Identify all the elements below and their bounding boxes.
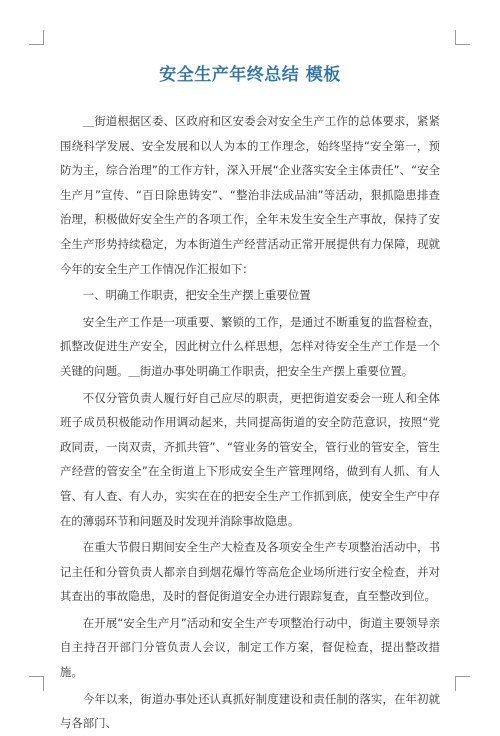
paragraph: 今年以来，街道办事处还认真抓好制度建设和责任制的落实，在年初就与各部门、 [60, 691, 440, 731]
paragraph: 在开展“安全生产月”活动和安全生产专项整治行动中，街道主要领导亲自主持召开部门分管负责人会议，制定工作方案，督促检查，提出整改措施。 [60, 615, 440, 680]
document-page [60, 60, 440, 736]
crop-mark-top-left [29, 30, 44, 45]
paragraph: 不仅分管负责人履行好自己应尽的职责，更把街道安委会一班人和全体班子成员积极能动作用调动起来，共同提高街道的安全防范意识，按照“党政同责，一岗双责，齐抓共管”、“管业务的管安全，管行业的管安全，管生产经营的管安全”在全街道上下形成安全生产管理网络，做到有人抓、有人管、有人查、有人办，实实在在的把安全生产工作抓到底，使安全生产中存在的薄弱环节和问题及时发现并消除事故隐患。 [60, 390, 440, 528]
section-heading-1: 一、明确工作职责，把安全生产摆上重要位置 [82, 288, 311, 303]
paragraph: 安全生产工作是一项重要、繁锁的工作，是通过不断重复的监督检查，抓整改促进生产安全，因此树立什么样思想，怎样对待安全生产工作是一个关键的问题。＿街道办事处明确工作职责，把安全生产摆上重要位置。 [60, 314, 440, 378]
document-title: 安全生产年终总结 模板 [159, 65, 341, 85]
crop-mark-top-right [455, 30, 470, 45]
paragraph: 在重大节假日期间安全生产大检查及各项安全生产专项整治活动中，书记主任和分管负责人都亲自到烟花爆竹等高危企业场所进行安全检查，并对其查出的事故隐患，及时的督促街道安全办进行跟踪复查，直至整改到位。 [60, 540, 440, 604]
crop-mark-bottom-right [455, 676, 470, 691]
crop-mark-bottom-left [29, 676, 44, 691]
paragraph-intro: ＿街道根据区委、区政府和区安委会对安全生产工作的总体要求，紧紧围绕科学发展、安全发展和以人为本的工作理念，始终坚持“安全第一，预防为主，综合治理”的工作方针，深入开展“企业落实安全主体责任”、“安全生产月”宣传、“百日除患铸安”、“整治非法成品油”等活动，狠抓隐患排查治理，积极做好安全生产的各项工作，全年未发生安全生产事故，保持了安全生产形势持续稳定，为本街道生产经营活动正常开展提供有力保障，现就今年的安全生产工作情况作汇报如下： [60, 114, 440, 276]
